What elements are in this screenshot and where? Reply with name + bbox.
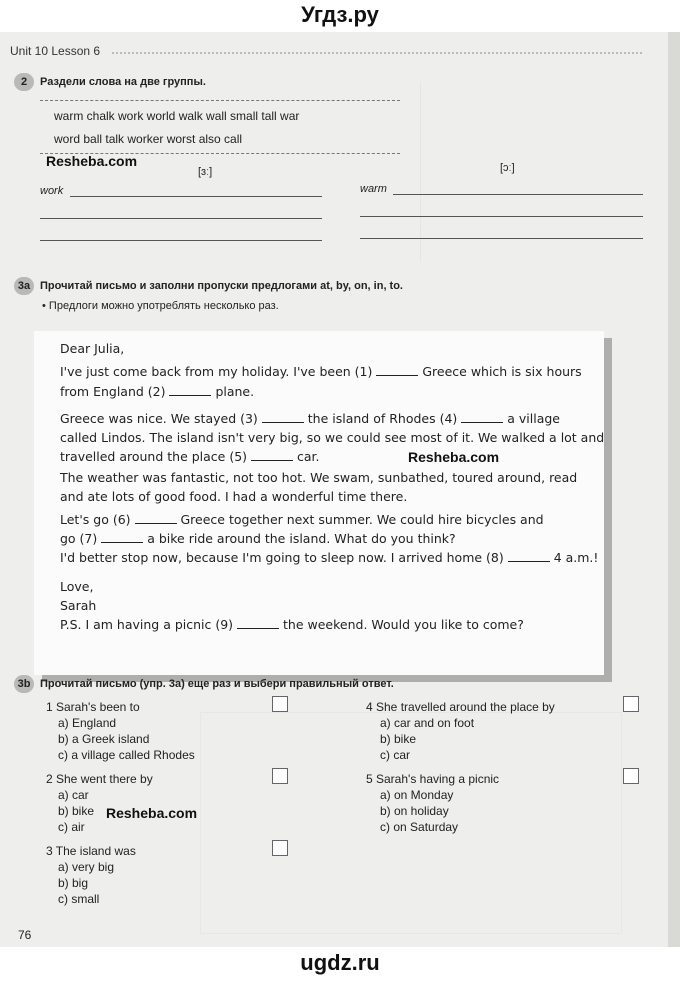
- blank-2[interactable]: [169, 385, 211, 396]
- text: Greece was nice. We stayed (3): [60, 411, 262, 426]
- blank-8[interactable]: [508, 551, 550, 562]
- letter-signature: Sarah: [60, 598, 97, 613]
- option: b) on holiday: [380, 804, 449, 818]
- option: b) bike: [58, 804, 95, 818]
- answer-checkbox-4[interactable]: [623, 696, 639, 712]
- phonetic-right: [ɔː]: [500, 162, 515, 174]
- letter-line: called Lindos. The island isn't very big, so we could see most of it. We walked a lot and: [60, 430, 605, 445]
- option: b) big: [58, 876, 89, 890]
- letter-line: The weather was fantastic, not too hot. We swam, sunbathed, toured around, read: [60, 470, 578, 485]
- unit-lesson-label: Unit 10 Lesson 6: [10, 44, 101, 58]
- column-left-word: work: [40, 185, 64, 197]
- blank-5[interactable]: [251, 450, 293, 461]
- watermark-resheba: Resheba.com: [408, 449, 500, 465]
- letter-ps: [60, 617, 524, 632]
- exercise-2-instruction: Раздели слова на две группы.: [40, 76, 206, 88]
- write-line[interactable]: [393, 194, 643, 195]
- text: go (7): [60, 531, 102, 546]
- question-3: 3 The island was: [46, 844, 136, 858]
- blank-9[interactable]: [237, 618, 279, 629]
- text: travelled around the place (5): [60, 449, 252, 464]
- text: I've just come back from my holiday. I've been (1): [60, 364, 377, 379]
- text: the weekend. Would you like to come?: [279, 617, 524, 632]
- option: a) car: [58, 788, 89, 802]
- option: b) a Greek island: [58, 732, 150, 746]
- letter-closing: Love,: [60, 579, 94, 594]
- write-line[interactable]: [40, 218, 322, 219]
- column-right-word: warm: [360, 183, 387, 195]
- page-edge: [668, 32, 680, 947]
- option: c) on Saturday: [380, 820, 459, 834]
- workbook-page: [0, 32, 668, 947]
- option: b) bike: [380, 732, 417, 746]
- letter-line: [60, 550, 598, 565]
- option: c) car: [380, 748, 410, 762]
- letter-line: [60, 449, 320, 464]
- letter-line: and ate lots of good food. I had a wonderful time there.: [60, 489, 408, 504]
- letter-greeting: Dear Julia,: [60, 341, 125, 356]
- exercise-3b-instruction: Прочитай письмо (упр. 3а) еще раз и выбери правильный ответ.: [40, 678, 394, 690]
- blank-1[interactable]: [376, 365, 418, 376]
- text: the island of Rhodes (4): [303, 411, 462, 426]
- letter-line: [60, 411, 560, 426]
- question-4: 4 She travelled around the place by: [366, 700, 555, 714]
- word-row-2: word ball talk worker worst also call: [54, 132, 243, 146]
- letter-line: [60, 364, 582, 379]
- page-number: 76: [18, 928, 32, 942]
- option: c) air: [58, 820, 85, 834]
- watermark-resheba: Resheba.com: [46, 153, 138, 169]
- text: I'd better stop now, because I'm going to sleep now. I arrived home (8): [60, 550, 508, 565]
- blank-6[interactable]: [135, 513, 177, 524]
- exercise-3a-instruction: Прочитай письмо и заполни пропуски предлогами at, by, on, in, to.: [40, 280, 403, 292]
- question-5: 5 Sarah's having a picnic: [366, 772, 500, 786]
- text: plane.: [211, 384, 255, 399]
- exercise-3b-number: 3b: [14, 675, 34, 693]
- phonetic-left: [ɜː]: [198, 166, 213, 178]
- exercise-3a-number: 3a: [14, 277, 34, 295]
- blank-4[interactable]: [461, 412, 503, 423]
- word-row-1: warm chalk work world walk wall small tall war: [54, 109, 300, 123]
- header-dots: [112, 52, 642, 54]
- site-title-bottom: ugdz.ru: [300, 950, 380, 975]
- write-line[interactable]: [40, 240, 322, 241]
- text: car.: [293, 449, 320, 464]
- answer-checkbox-5[interactable]: [623, 768, 639, 784]
- letter-line: [60, 531, 456, 546]
- blank-3[interactable]: [262, 412, 304, 423]
- option: c) a village called Rhodes: [58, 748, 195, 762]
- write-line[interactable]: [360, 238, 643, 239]
- blank-7[interactable]: [101, 532, 143, 543]
- option: c) small: [58, 892, 100, 906]
- text: a village: [503, 411, 560, 426]
- answer-checkbox-2[interactable]: [272, 768, 288, 784]
- text: Let's go (6): [60, 512, 135, 527]
- letter-card: [34, 331, 604, 675]
- site-title-top: Угдз.ру: [301, 2, 379, 27]
- question-1: 1 Sarah's been to: [46, 700, 140, 714]
- answer-checkbox-3[interactable]: [272, 840, 288, 856]
- text: a bike ride around the island. What do you think?: [143, 531, 456, 546]
- letter-line: [60, 384, 254, 399]
- text: from England (2): [60, 384, 170, 399]
- exercise-3a-note: • Предлоги можно употреблять несколько раз.: [42, 300, 279, 312]
- option: a) England: [58, 716, 117, 730]
- write-line[interactable]: [70, 196, 322, 197]
- write-line[interactable]: [360, 216, 643, 217]
- watermark-resheba: Resheba.com: [106, 805, 198, 821]
- option: a) car and on foot: [380, 716, 475, 730]
- exercise-2-number: 2: [14, 73, 34, 91]
- text: Greece together next summer. We could hire bicycles and: [176, 512, 544, 527]
- note-text: Предлоги можно употреблять несколько раз.: [48, 300, 279, 312]
- text: Greece which is six hours: [418, 364, 582, 379]
- option: a) on Monday: [380, 788, 454, 802]
- text: P.S. I am having a picnic (9): [60, 617, 238, 632]
- option: a) very big: [58, 860, 115, 874]
- letter-line: [60, 512, 544, 527]
- word-box: [40, 100, 400, 154]
- text: 4 a.m.!: [549, 550, 599, 565]
- answer-checkbox-1[interactable]: [272, 696, 288, 712]
- question-2: 2 She went there by: [46, 772, 153, 786]
